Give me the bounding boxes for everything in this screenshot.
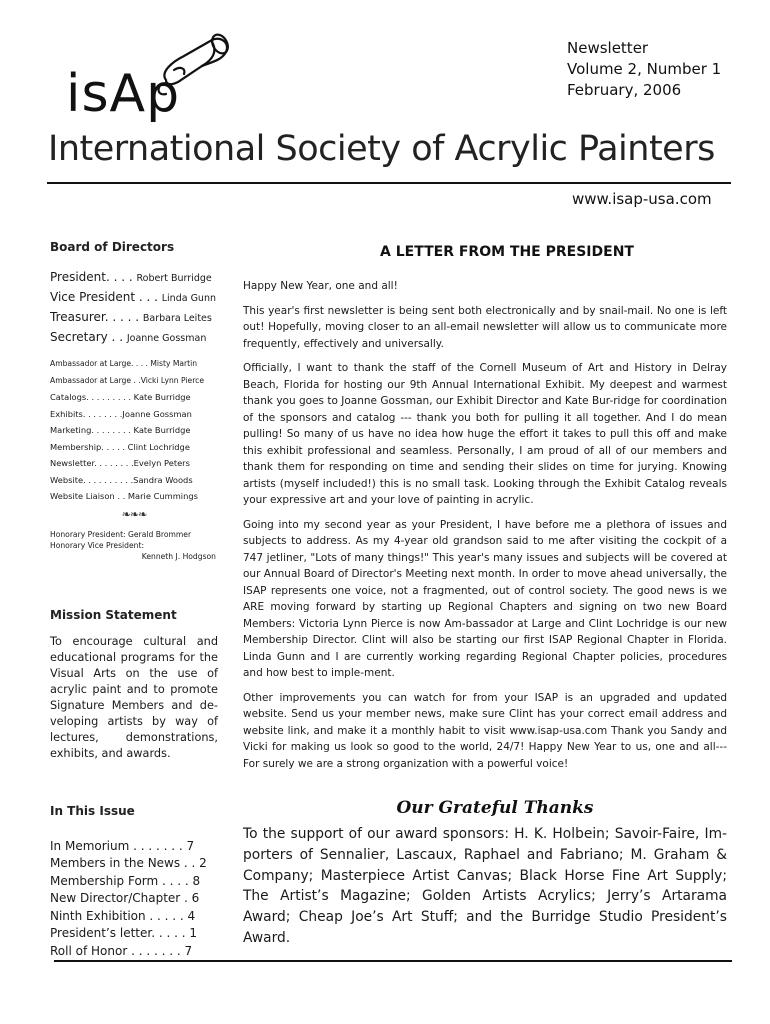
staff-item: Ambassador at Large. . . . Misty Martin [50, 359, 198, 368]
issue-info [567, 38, 721, 101]
logo-wordmark: isAp [66, 64, 181, 124]
honorary-vp-label: Honorary Vice President: [50, 540, 144, 550]
thanks-text: To the support of our award sponsors: H. K. Holbein; Savoir-Faire, Im-porters of Sennalier, Lascaux, Raphael and Fabriano; M. Graham & Company; Masterpiece Artist Canvas; Black Horse Fine Art Supply; The Artist’s Magazine; Golden Artists Acrylics; Jerry’s Artarama Award; Cheap Joe’s Art Stuff; and the Burridge Studio President’s Award. [243, 826, 727, 946]
officer-list [50, 268, 218, 348]
main-column [243, 244, 727, 949]
officer-vice-president [50, 288, 218, 308]
issue-date: February, 2006 [567, 81, 682, 99]
sidebar [50, 240, 218, 961]
letter-paragraph: This year's first newsletter is being sent both electronically and by snail-mail. No one is left out! Hopefully, moving closer to an all-email newsletter will allow us to communicate more frequently, effectively and universally. [243, 304, 727, 350]
honorary-vp-name: Kenneth J. Hodgson [141, 551, 216, 561]
staff-item: Newsletter. . . . . . . .Evelyn Peters [50, 458, 190, 468]
contents-item[interactable]: New Director/Chapter . 6 [50, 891, 200, 906]
contents-item[interactable]: President’s letter. . . . . 1 [50, 926, 197, 941]
officer-role: President. . . . [50, 270, 137, 284]
officer-president [50, 268, 218, 288]
officer-role: Vice President . . . [50, 290, 162, 304]
staff-item: Membership. . . . . Clint Lochridge [50, 441, 190, 452]
issue-volume: Volume 2, Number 1 [567, 60, 722, 78]
letter-paragraph: Officially, I want to thank the staff of the Cornell Museum of Art and History in Delray Beach, Florida for hosting our 9th Annual International Exhibit. My deepest and warmest thank you goes to Joanne Gossman, our Exhibit Director and Kate Bur-ridge for coordination of the sponsors and catalog --- thank you both for pulling it all together. And I do mean pulling! So many of us have no idea how huge the effort it takes to pull this off and make this exhibit professional and seamless. Personally, I am proud of all of our members and thank them for responding on time and sending their slides on time for jurying. Knowing artists (myself included!) this is no small task. Looking through the Exhibit Catalog reveals your expressive art and your love of painting in acrylic. [243, 362, 727, 506]
staff-item: Website Liaison . . Marie Cummings [50, 491, 198, 501]
staff-item: Marketing. . . . . . . . Kate Burridge [50, 425, 191, 435]
letter-paragraph: Other improvements you can watch for from your ISAP is an upgraded and updated website. Send us your member news, make sure Clint has your correct email address and website link, and make it a monthly habit to visit www.isap-usa.com Thank you Sandy and Vicki for making us look so good to the world, 24/7! Happy New Year to us, one and all--- For surely we are a strong organization with a powerful voice! [243, 691, 727, 770]
footer-divider [54, 960, 732, 962]
contents-heading: In This Issue [50, 803, 135, 818]
letter-paragraph: Going into my second year as your President, I have before me a plethora of issues and subjects to address. As my 4-year old grandson said to me after visiting the cockpit of a 747 jetliner, "Lots of many things!" This year's many issues and subjects will be covered at our Annual Board of Director's Meeting next month. In order to move ahead universally, the ISAP represents one voice, not a fragmented, out of control society. The good news is we ARE moving forward by starting up Regional Chapters and signing on two new Board Members: Victoria Lynn Pierce is now Am-bassador at Large and Clint Lochridge is our new Membership Director. Clint will also be starting our first ISAP Regional Chapter in Florida. Linda Gunn and I are currently working regarding Regional Chapter policies, procedures and how best to imple-ment. [243, 518, 727, 679]
staff-item: Ambassador at Large . .Vicki Lynn Pierce [50, 375, 204, 385]
contents-item[interactable]: Ninth Exhibition . . . . . 4 [50, 908, 196, 923]
staff-item: Website. . . . . . . . . .Sandra Woods [50, 474, 193, 485]
officer-treasurer [50, 308, 218, 328]
mission-text: To encourage cultural and educational programs for the Visual Arts on the use of acrylic paint and to promote Signature Members and de-veloping artists by way of lectures, demonstrations, exhibits, and awards. [50, 634, 218, 760]
staff-item: Exhibits. . . . . . . .Joanne Gossman [50, 408, 192, 419]
officer-name: Barbara Leites [142, 313, 212, 324]
contents-item[interactable]: Roll of Honor . . . . . . . 7 [50, 944, 193, 959]
staff-list [50, 356, 218, 505]
website-link[interactable]: www.isap-usa.com [572, 190, 712, 208]
honorary-officers [50, 529, 218, 562]
ornament-divider-icon: ❧❧❧ [121, 507, 147, 521]
officer-secretary [50, 328, 218, 348]
officer-role: Treasurer. . . . . [50, 310, 143, 324]
officer-name: Robert Burridge [136, 273, 212, 284]
contents-item[interactable]: In Memorium . . . . . . . 7 [50, 838, 195, 853]
contents-item[interactable]: Members in the News . . 2 [50, 856, 207, 871]
honorary-president: Honorary President: Gerald Brommer [50, 529, 192, 539]
officer-role: Secretary . . [50, 330, 127, 344]
issue-label: Newsletter [567, 39, 649, 57]
officer-name: Joanne Gossman [126, 333, 207, 344]
mission-heading: Mission Statement [50, 607, 177, 622]
header-divider [47, 182, 731, 184]
board-heading: Board of Directors [50, 240, 175, 254]
staff-item: Catalogs. . . . . . . . . Kate Burridge [50, 392, 191, 402]
officer-name: Linda Gunn [161, 293, 216, 304]
contents-list [50, 838, 218, 961]
contents-item[interactable]: Membership Form . . . . 8 [50, 873, 201, 888]
letter-title: A LETTER FROM THE PRESIDENT [380, 244, 634, 260]
letter-greeting: Happy New Year, one and all! [243, 280, 398, 292]
thanks-title: Our Grateful Thanks [396, 798, 594, 818]
organization-name: International Society of Acrylic Painters [48, 129, 715, 169]
